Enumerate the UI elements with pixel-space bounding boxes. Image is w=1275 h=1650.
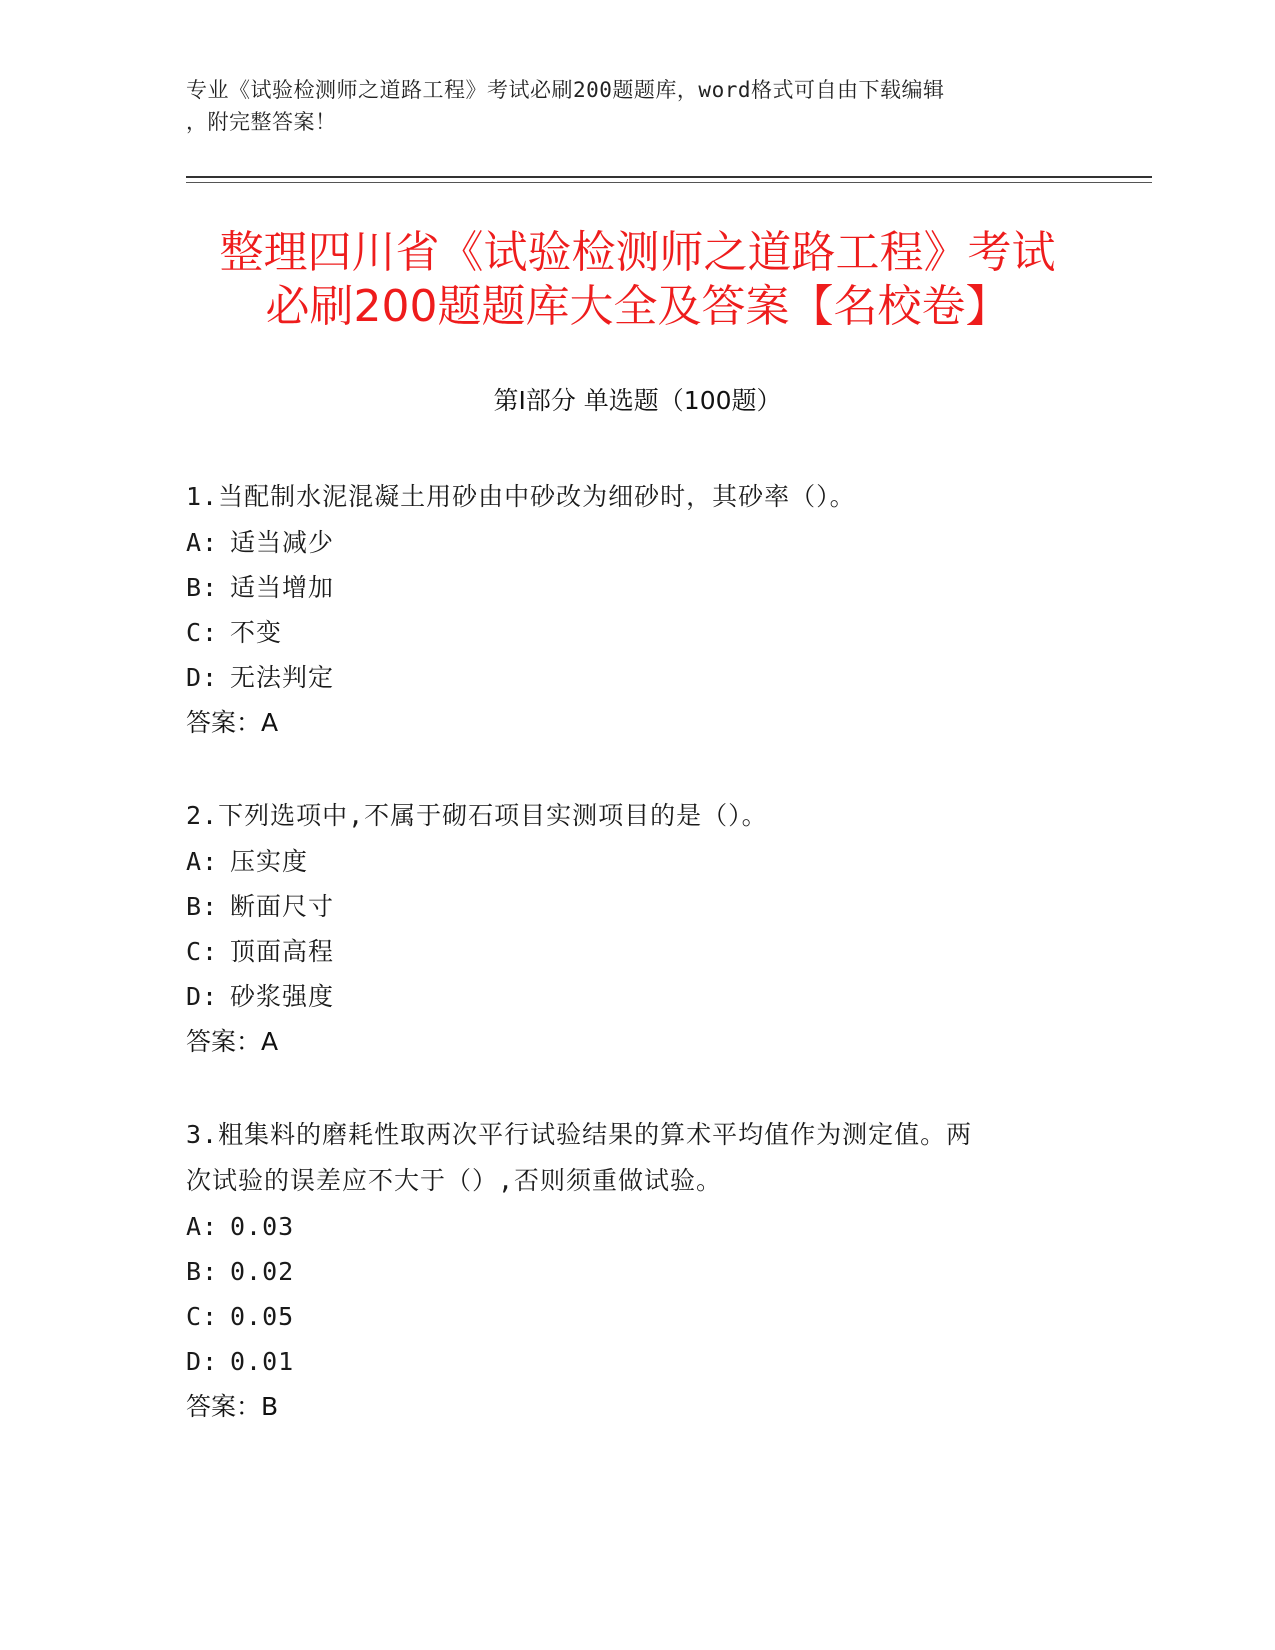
option-key: C: bbox=[186, 1302, 219, 1331]
option-text: 适当增加 bbox=[230, 573, 335, 602]
question-option bbox=[186, 1249, 1066, 1294]
option-key: D: bbox=[186, 982, 219, 1011]
option-key: A: bbox=[186, 528, 219, 557]
question-item bbox=[186, 474, 1066, 746]
option-text: 0.02 bbox=[230, 1257, 295, 1286]
option-text: 0.01 bbox=[230, 1347, 295, 1376]
question-option bbox=[186, 610, 1066, 655]
option-text: 0.05 bbox=[230, 1302, 295, 1331]
option-key: D: bbox=[186, 663, 219, 692]
question-stem: 1.当配制水泥混凝土用砂由中砂改为细砂时，其砂率（）。 bbox=[186, 482, 856, 511]
answer-value: B bbox=[261, 1392, 279, 1421]
question-item bbox=[186, 793, 1066, 1065]
header-note-line-2: ，附完整答案！ bbox=[186, 110, 337, 134]
question-option bbox=[186, 520, 1066, 565]
option-text: 砂浆强度 bbox=[230, 982, 335, 1011]
question-option bbox=[186, 655, 1066, 700]
option-text: 适当减少 bbox=[230, 528, 335, 557]
answer-label: 答案： bbox=[186, 1027, 262, 1056]
option-key: A: bbox=[186, 1212, 219, 1241]
question-option bbox=[186, 565, 1066, 610]
option-key: C: bbox=[186, 937, 219, 966]
option-key: B: bbox=[186, 573, 219, 602]
header-divider-thick bbox=[186, 176, 1152, 178]
option-text: 不变 bbox=[230, 618, 283, 647]
question-answer bbox=[186, 1019, 1066, 1065]
question-option bbox=[186, 1339, 1066, 1384]
answer-label: 答案： bbox=[186, 708, 262, 737]
question-option bbox=[186, 884, 1066, 929]
question-stem-line-1: 3.粗集料的磨耗性取两次平行试验结果的算术平均值作为测定值。两 bbox=[186, 1120, 973, 1149]
document-title bbox=[150, 226, 1125, 334]
header-note-line-1: 专业《试验检测师之道路工程》考试必刷200题题库，word格式可自由下载编辑 bbox=[186, 78, 945, 102]
question-option bbox=[186, 839, 1066, 884]
option-text: 顶面高程 bbox=[230, 937, 335, 966]
question-stem: 2.下列选项中,不属于砌石项目实测项目的是（）。 bbox=[186, 801, 768, 830]
question-option bbox=[186, 1204, 1066, 1249]
answer-value: A bbox=[261, 1027, 279, 1056]
question-list bbox=[186, 474, 1066, 1477]
header-divider-thin bbox=[186, 182, 1152, 183]
question-option bbox=[186, 929, 1066, 974]
option-key: D: bbox=[186, 1347, 219, 1376]
option-key: B: bbox=[186, 1257, 219, 1286]
option-key: C: bbox=[186, 618, 219, 647]
question-answer bbox=[186, 1384, 1066, 1430]
question-option bbox=[186, 974, 1066, 1019]
answer-value: A bbox=[261, 708, 279, 737]
section-heading: 第Ⅰ部分 单选题（100题） bbox=[493, 386, 782, 415]
question-option bbox=[186, 1294, 1066, 1339]
document-title-line-1: 整理四川省《试验检测师之道路工程》考试 bbox=[219, 227, 1056, 278]
answer-label: 答案： bbox=[186, 1392, 262, 1421]
question-stem-line-2: 次试验的误差应不大于（）,否则须重做试验。 bbox=[186, 1166, 723, 1195]
option-text: 压实度 bbox=[230, 847, 309, 876]
option-key: A: bbox=[186, 847, 219, 876]
option-text: 0.03 bbox=[230, 1212, 295, 1241]
header-note bbox=[186, 74, 1066, 138]
document-title-line-2: 必刷200题题库大全及答案【名校卷】 bbox=[265, 281, 1010, 332]
question-answer bbox=[186, 700, 1066, 746]
option-text: 断面尺寸 bbox=[230, 892, 335, 921]
option-text: 无法判定 bbox=[230, 663, 335, 692]
option-key: B: bbox=[186, 892, 219, 921]
question-item bbox=[186, 1112, 1066, 1430]
